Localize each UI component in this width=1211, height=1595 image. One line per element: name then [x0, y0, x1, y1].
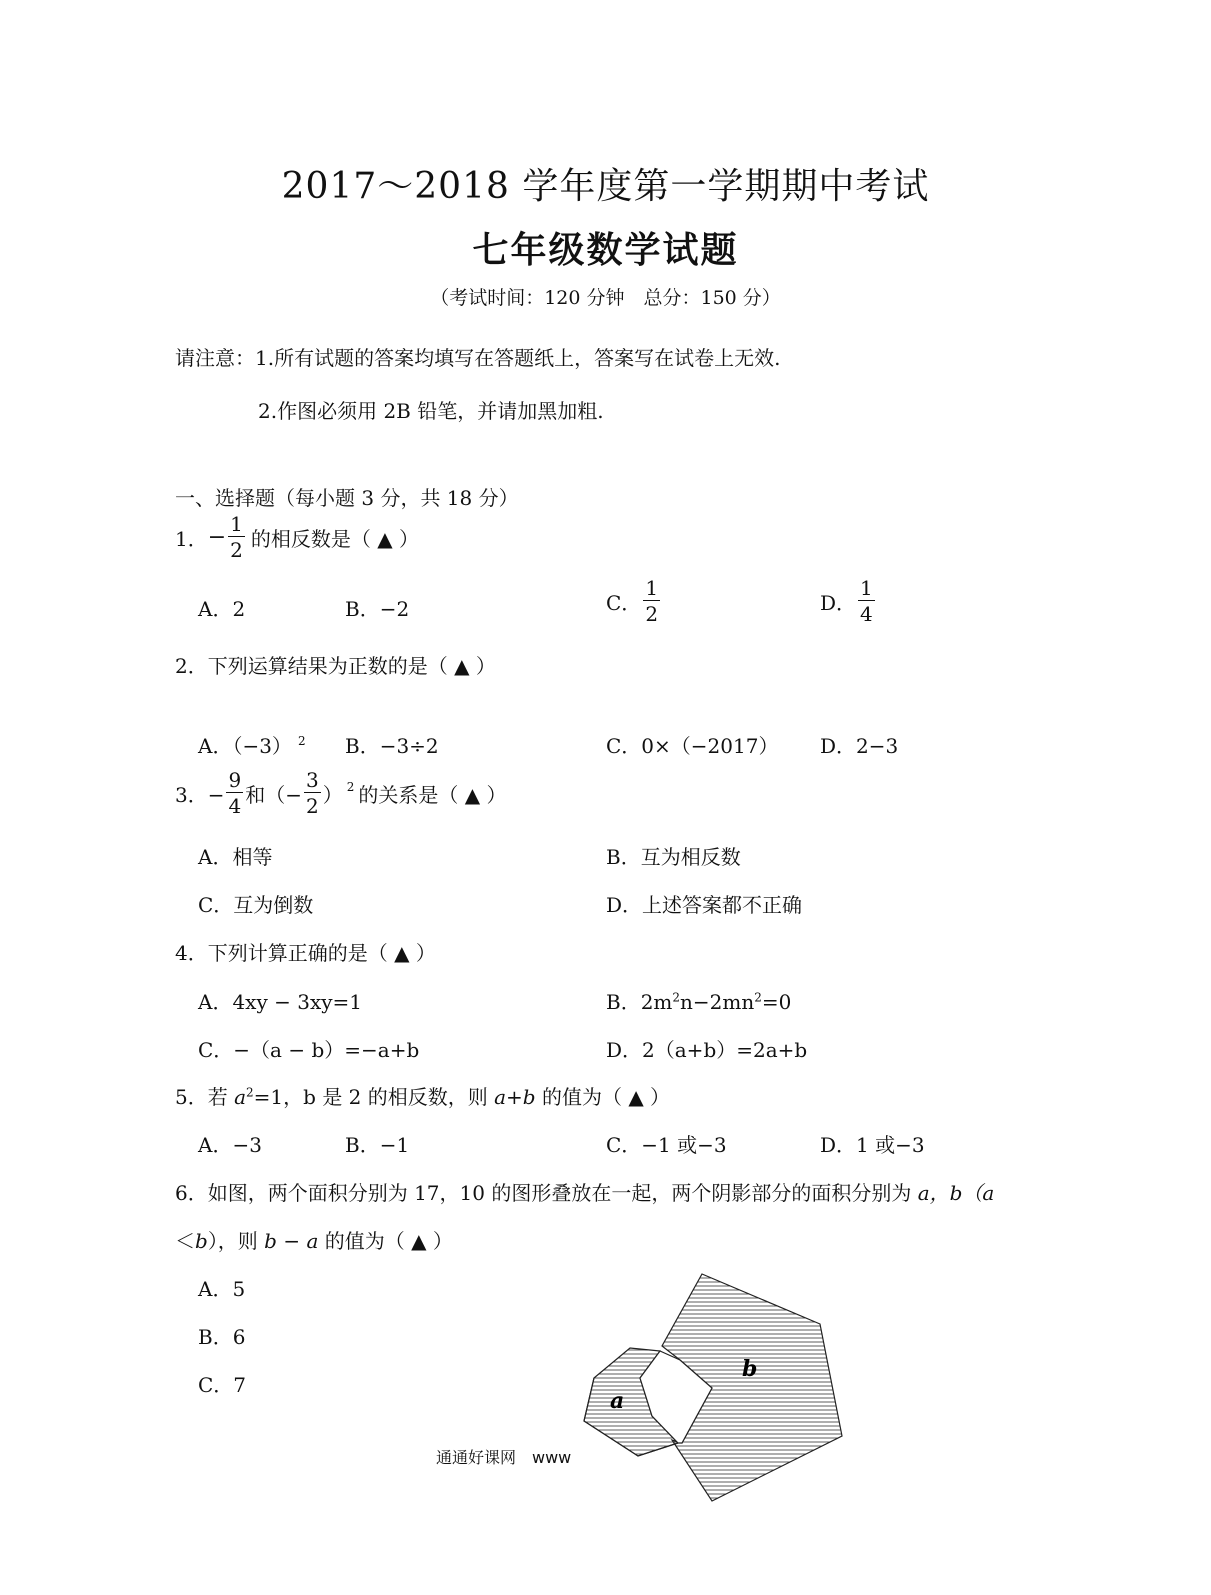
question-6-line-2	[175, 1225, 453, 1254]
q4-option-d: D．2（a+b）=2a+b	[606, 1038, 808, 1062]
q3-option-d: D．上述答案都不正确	[606, 893, 803, 917]
q1-d-den: 4	[860, 602, 873, 626]
q5-option-a: A．−3	[198, 1133, 262, 1157]
question-1	[175, 514, 419, 560]
q5-option-c: C．−1 或−3	[606, 1133, 727, 1157]
exam-info: （考试时间：120 分钟 总分：150 分）	[430, 287, 781, 309]
q3-option-b: B．互为相反数	[606, 845, 741, 869]
q4-option-a: A．4xy − 3xy=1	[198, 990, 363, 1014]
q1-frac-num: 1	[230, 512, 243, 536]
q1-fraction	[228, 514, 245, 560]
q3-option-a: A．相等	[198, 845, 273, 869]
q5-var-a: a	[234, 1085, 247, 1109]
exam-subtitle: 七年级数学试题	[472, 229, 739, 271]
q5-pre: 5．若	[175, 1085, 235, 1109]
q1-option-b: B．−2	[345, 597, 410, 621]
q4-option-c: C．−（a − b）=−a+b	[198, 1038, 420, 1062]
question-6-line-1	[175, 1177, 994, 1206]
q3-tail-sup: 2	[346, 780, 355, 794]
q5-rest: =1，b 是 2 的相反数，则	[253, 1085, 495, 1109]
q5-option-b: B．−1	[345, 1133, 410, 1157]
section-title: 一、选择题（每小题 3 分，共 18 分）	[175, 486, 519, 510]
q3-mid: 和（−	[245, 782, 302, 807]
q2-option-c: C．0×（−2017）	[606, 734, 779, 758]
notes-label: 请注意：	[175, 346, 255, 370]
q2-option-d: D．2−3	[820, 734, 899, 758]
question-2: 2．下列运算结果为正数的是（ ▲ ）	[175, 654, 496, 678]
q4-option-b	[606, 986, 791, 1015]
q1-c-fraction	[643, 578, 660, 624]
q1-number: 1．	[175, 526, 208, 551]
q2-a-sup: 2	[297, 734, 306, 749]
q1-option-c	[606, 578, 662, 624]
q6-mid: ），则	[207, 1229, 265, 1253]
note-2: 2.作图必须用 2B 铅笔，并请加黑加粗.	[258, 399, 604, 423]
q1-option-d	[820, 578, 877, 624]
q4-b-sup1: 2	[672, 990, 681, 1005]
q6-end: 的值为（ ▲ ）	[318, 1229, 453, 1253]
q3-fraction-2	[304, 770, 321, 816]
q3-f1-num: 9	[228, 768, 242, 792]
q1-c-den: 2	[645, 602, 659, 626]
watermark: 通通好课网 www	[436, 1448, 572, 1467]
q4-b-mid: n−2mn	[680, 990, 755, 1014]
q1-frac-den: 2	[230, 538, 243, 562]
q1-option-a: A．2	[198, 597, 246, 621]
q4-b-pre: B．2m	[606, 990, 673, 1014]
q5-end: 的值为（ ▲ ）	[535, 1085, 671, 1109]
q6-option-b: B．6	[198, 1325, 246, 1349]
q3-number: 3．−	[175, 782, 225, 807]
q3-f2-num: 3	[305, 768, 319, 792]
q3-tail: ）	[322, 782, 343, 807]
q1-c-num: 1	[645, 576, 659, 600]
q4-b-sup2: 2	[754, 990, 762, 1005]
question-5	[175, 1081, 670, 1110]
note-1: 1.所有试题的答案均填写在答题纸上，答案写在试卷上无效.	[255, 346, 781, 370]
q6-line1-text: 6．如图，两个面积分别为 17，10 的图形叠放在一起，两个阴影部分的面积分别为	[175, 1181, 918, 1205]
q2-a-text: A．（−3）	[198, 734, 292, 758]
q5-sup: 2	[246, 1085, 254, 1100]
q6-var-b: b	[195, 1229, 208, 1253]
q3-stem: 的关系是（ ▲ ）	[358, 782, 507, 807]
q6-option-c: C．7	[198, 1373, 247, 1397]
overlap-polygons-figure	[572, 1268, 872, 1508]
q3-fraction-1	[226, 770, 243, 816]
q1-d-fraction	[858, 578, 875, 624]
question-3	[175, 770, 506, 816]
label-b: b	[742, 1356, 758, 1382]
notes-line-1	[175, 342, 780, 371]
q3-f2-den: 2	[305, 794, 319, 818]
q1-d-label: D．	[820, 590, 857, 615]
q5-expr: a+b	[494, 1085, 536, 1109]
q2-option-a	[198, 730, 306, 759]
q3-option-c: C．互为倒数	[198, 893, 314, 917]
q6-line1-vars: a，b（a	[917, 1181, 995, 1205]
q1-stem: 的相反数是（ ▲ ）	[250, 526, 420, 551]
q6-option-a: A．5	[198, 1277, 246, 1301]
question-4: 4．下列计算正确的是（ ▲ ）	[175, 941, 436, 965]
q1-d-num: 1	[860, 576, 873, 600]
q2-option-b: B．−3÷2	[345, 734, 439, 758]
q6-lt: ＜	[175, 1229, 195, 1253]
q5-option-d: D．1 或−3	[820, 1133, 925, 1157]
q1-minus: −	[207, 524, 227, 550]
q6-expr: b − a	[264, 1229, 319, 1253]
label-a: a	[610, 1388, 625, 1414]
q1-c-label: C．	[606, 590, 642, 615]
q4-b-post: =0	[761, 990, 792, 1014]
exam-title: 2017～2018 学年度第一学期期中考试	[281, 166, 930, 207]
q3-f1-den: 4	[228, 794, 242, 818]
